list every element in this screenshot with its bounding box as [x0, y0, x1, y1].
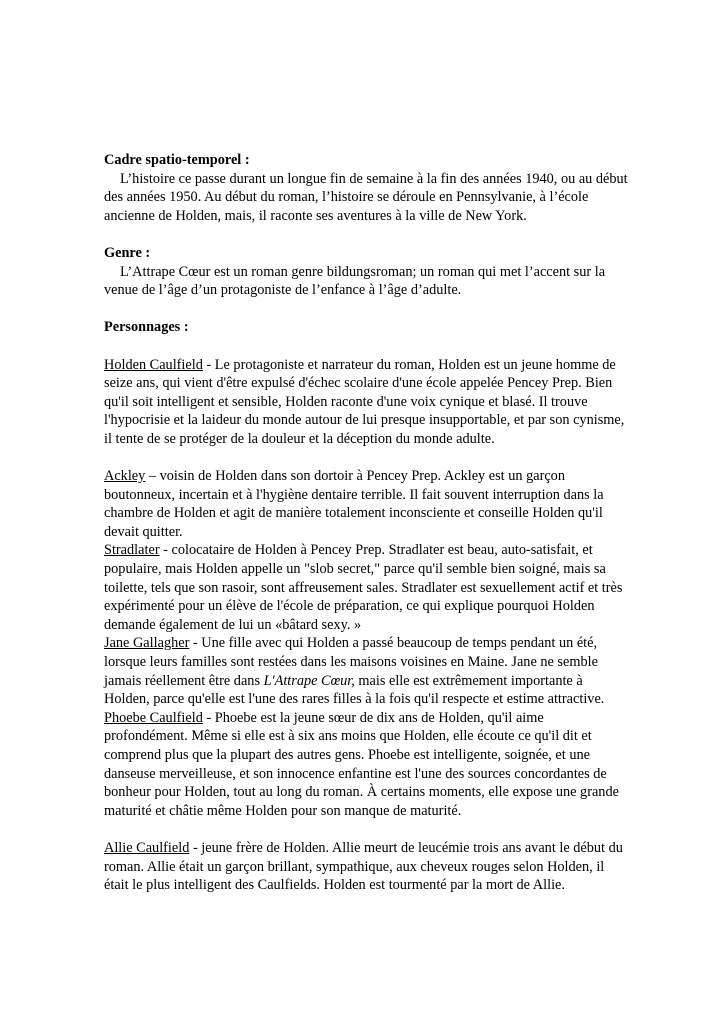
character-description-holden: - Le protagoniste et narrateur du roman, Holden est un jeune homme de seize ans, qui vient d'être expulsé d'échec scolaire d'une école appelée Pencey Prep. Bien qu'il soit intelligent et sensible, Holden raconte d'une voix cynique et blasé. Il trouve l'hypocrisie et la laideur du monde autour de lui presque insupportable, et par son cynisme, il tente de se protéger de la douleur et la déception du monde adulte.	[104, 356, 625, 447]
spacer	[104, 449, 628, 468]
genre-paragraph: L’Attrape Cœur est un roman genre bildungsroman; un roman qui met l’accent sur la venue de l’âge d’un protagoniste de l’enfance à l’âge d’adulte.	[104, 263, 606, 299]
setting-paragraph: L’histoire ce passe durant un longue fin de semaine à la fin des années 1940, ou au début des années 1950. Au début du roman, l’histoire se déroule en Pennsylvanie, à l’école ancienne de Holden, mais, il raconte ses aventures à la ville de New York.	[104, 170, 628, 224]
genre-heading: Genre :	[104, 244, 151, 261]
setting-heading: Cadre spatio-temporel :	[104, 152, 250, 168]
character-name-holden: Holden Caulfield	[104, 356, 203, 373]
character-description-ackley: – voisin de Holden dans son dortoir à Pencey Prep. Ackley est un garçon boutonneux, incertain et à l'hygiène dentaire terrible. Il fait souvent interruption dans la chambre de Holden et agit de manière totalement inconsciente et conseille Holden qu'il devait quitter.	[104, 468, 604, 540]
character-phoebe	[104, 709, 628, 821]
spacer	[104, 820, 628, 839]
character-ackley	[104, 467, 628, 541]
character-stradlater	[104, 541, 628, 634]
document-page	[104, 151, 628, 895]
character-description-stradlater: - colocataire de Holden à Pencey Prep. Stradlater est beau, auto-satisfait, et populaire, mais Holden appelle un "slob secret," parce qu'il semble bien soigné, mais sa toilette, tels que son rasoir, sont affreusement sales. Stradlater est sexuellement actif et très expérimenté pour un élève de l'école de préparation, ce qui explique pourquoi Holden demande également de lui un «bâtard sexy. »	[104, 542, 623, 633]
characters-heading: Personnages :	[104, 319, 189, 336]
character-jane	[104, 634, 628, 708]
spacer	[104, 225, 628, 244]
character-allie	[104, 839, 628, 895]
spacer	[104, 300, 628, 319]
character-description-allie: - jeune frère de Holden. Allie meurt de leucémie trois ans avant le début du roman. Allie était un garçon brillant, sympathique, aux cheveux rouges selon Holden, il était le plus intelligent des Caulfields. Holden est tourmenté par la mort de Allie.	[104, 839, 623, 894]
character-name-allie: Allie Caulfield	[104, 839, 190, 856]
character-name-phoebe: Phoebe Caulfield	[104, 709, 203, 726]
book-title: L'Attrape Cœur,	[263, 672, 355, 689]
character-holden	[104, 356, 628, 449]
character-description-phoebe: - Phoebe est la jeune sœur de dix ans de Holden, qu'il aime profondément. Même si elle est à six ans moins que Holden, elle écoute ce qu'il dit et comprend plus que la plupart des autres gens. Phoebe est intelligente, soignée, et une danseuse merveilleuse, et son innocence enfantine est l'une des sources concordantes de bonheur pour Holden, tout au long du roman. À certains moments, elle expose une grande maturité et châtie même Holden pour son manque de maturité.	[104, 709, 619, 819]
spacer	[104, 337, 628, 356]
character-name-jane: Jane Gallagher	[104, 635, 190, 652]
character-name-ackley: Ackley	[104, 468, 146, 485]
character-description-jane-end: mais elle est extrêmement importante à Holden, parce qu'elle est l'une des rares filles à la fois qu'il respecte et estime attractive.	[104, 672, 605, 708]
character-description-jane: - Une fille avec qui Holden a passé beaucoup de temps pendant un été, lorsque leurs familles sont restées dans les maisons voisines en Maine. Jane ne semble jamais réellement être dans	[104, 635, 598, 689]
character-name-stradlater: Stradlater	[104, 542, 160, 559]
